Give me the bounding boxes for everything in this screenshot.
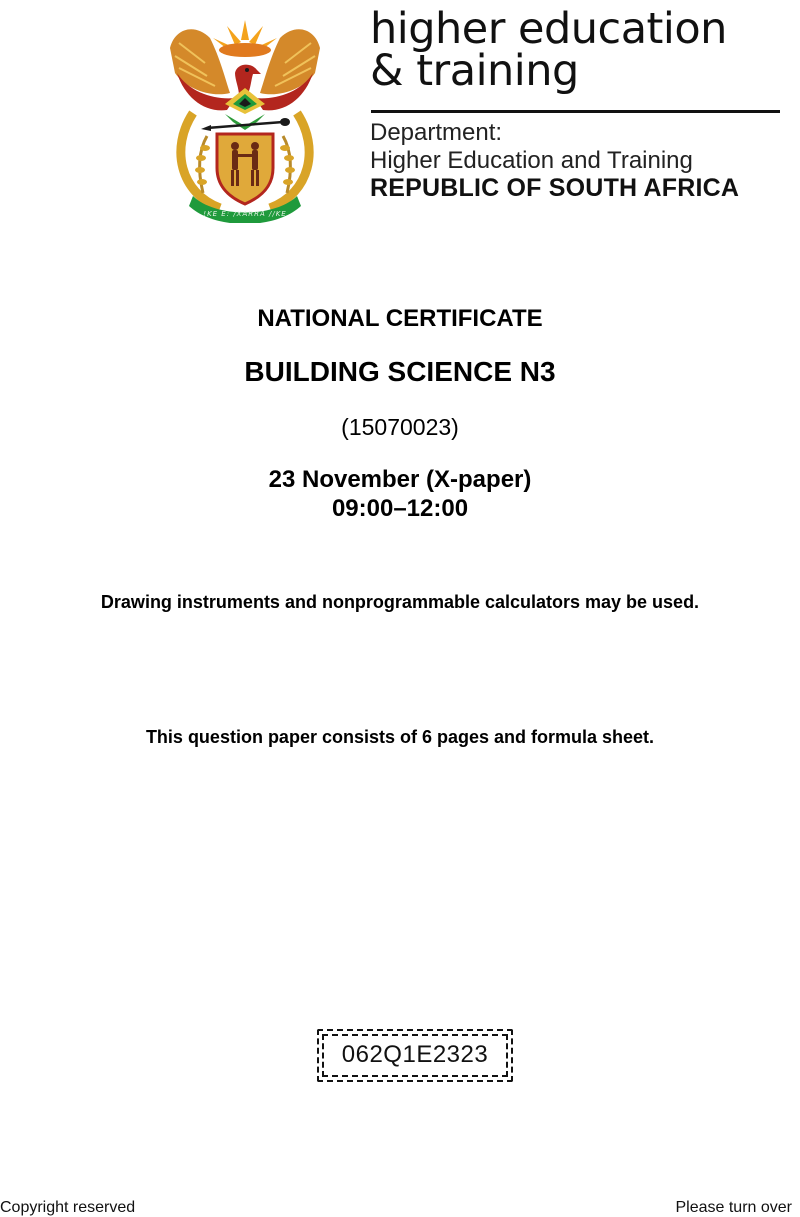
- paper-code: 062Q1E2323: [341, 1041, 489, 1068]
- brand-divider: [371, 110, 780, 113]
- country-name: REPUBLIC OF SOUTH AFRICA: [370, 174, 740, 202]
- subject-code: (15070023): [341, 414, 459, 440]
- exam-date: 23 November (X-paper): [268, 466, 532, 493]
- pages-note: This question paper consists of 6 pages and formula sheet.: [145, 727, 655, 747]
- department-label: Department:: [370, 119, 503, 146]
- instruction-text: Drawing instruments and nonprogrammable calculators may be used.: [100, 592, 700, 612]
- svg-text:!KE E: /XARRA //KE: !KE E: /XARRA //KE: [203, 210, 287, 218]
- department-name: Higher Education and Training: [370, 147, 693, 174]
- south-africa-coat-of-arms-icon: [165, 18, 325, 223]
- paper-code-box: [317, 1029, 513, 1082]
- exam-time: 09:00–12:00: [331, 495, 469, 522]
- subject-title: BUILDING SCIENCE N3: [244, 356, 556, 387]
- footer-copyright: Copyright reserved: [0, 1199, 136, 1216]
- brand-title-line-1: higher education: [370, 4, 727, 54]
- footer-turn-over: Please turn over: [675, 1199, 792, 1216]
- brand-title-line-2: & training: [370, 46, 579, 96]
- coat-of-arms-logo: [165, 18, 325, 223]
- department-branding: [370, 4, 782, 202]
- certificate-title: NATIONAL CERTIFICATE: [257, 305, 543, 332]
